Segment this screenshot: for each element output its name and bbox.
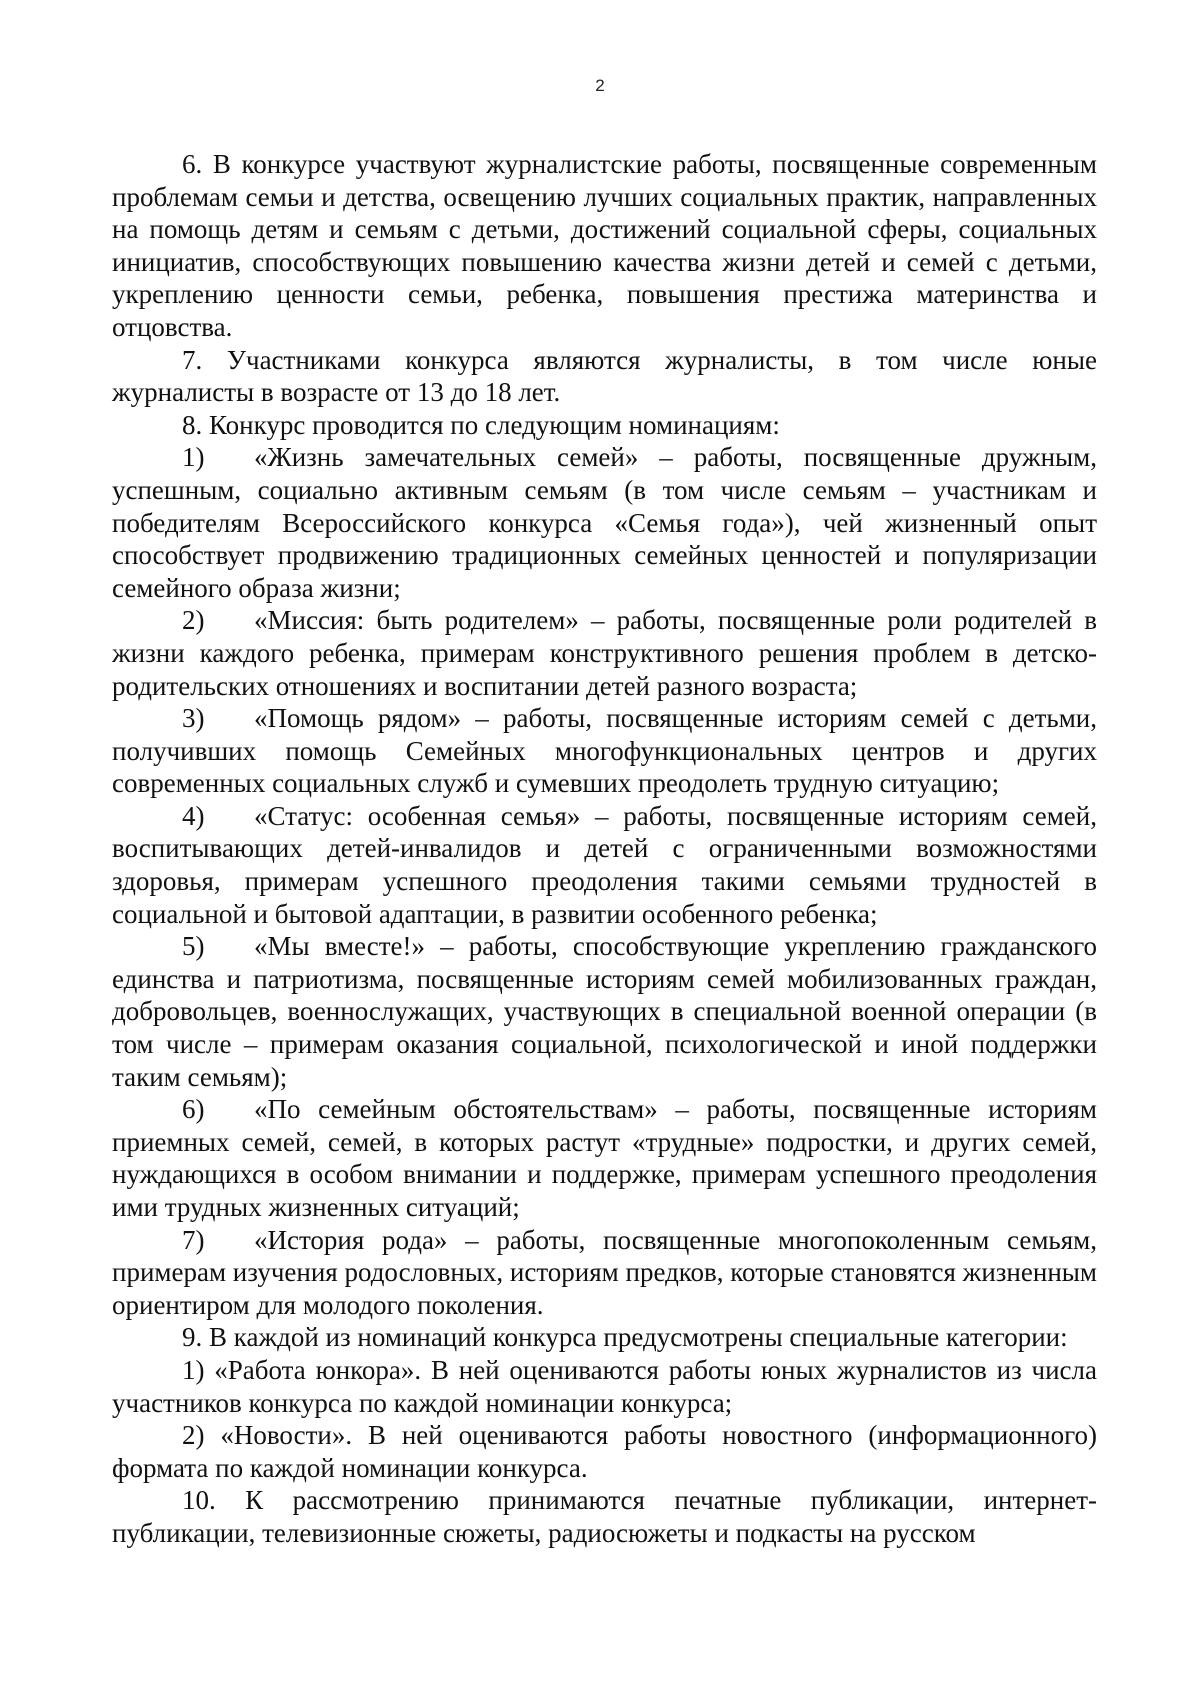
paragraph-7: 7. Участниками конкурса являются журналисты, в том числе юные журналисты в возрасте от 13 до 18 лет. [112,344,1097,408]
paragraph-9: 9. В каждой из номинаций конкурса предусмотрены специальные категории: [182,1322,1068,1353]
nomination-item [112,1224,1097,1322]
nomination-item [112,441,1097,604]
nomination-number: 5) [182,931,205,962]
nomination-text: «Мы вместе!» – работы, способствующие укреплению гражданского единства и патриотизма, посвященные историям семей мобилизованных граждан, добровольцев, военнослужащих, участвующих в специальной военной операции (в том числе – примерам оказания социальной, психологической и иной поддержки таким семьям); [112,931,1097,1092]
nomination-text: «История рода» – работы, посвященные многопоколенным семьям, примерам изучения родословных, историям предков, которые становятся жизненным ориентиром для молодого поколения. [112,1224,1097,1320]
nomination-number: 7) [182,1224,205,1255]
paragraph-6: 6. В конкурсе участвуют журналистские работы, посвященные современным проблемам семьи и детства, освещению лучших социальных практик, направленных на помощь детям и семьям с детьми, достижений социальной сферы, социальных инициатив, способствующих повышению качества жизни детей и семей с детьми, укреплению ценности семьи, ребенка, повышения престижа материнства и отцовства. [112,149,1097,342]
nomination-item [112,800,1097,930]
nomination-number: 4) [182,800,205,831]
nomination-item [112,1093,1097,1223]
document-body [112,148,1097,1550]
nomination-item [112,604,1097,702]
nomination-number: 3) [182,703,205,734]
paragraph-10: 10. К рассмотрению принимаются печатные публикации, интернет-публикации, телевизионные сюжеты, радиосюжеты и подкасты на русском [112,1485,1097,1548]
nomination-item [112,930,1097,1093]
paragraph-9-category-2: 2) «Новости». В ней оцениваются работы новостного (информационного) формата по каждой номинации конкурса. [112,1420,1097,1483]
nomination-text: «Миссия: быть родителем» – работы, посвященные роли родителей в жизни каждого ребенка, примерам конструктивного решения проблем в детско-родительских отношениях и воспитании детей разного возраста; [112,605,1097,701]
paragraph-9-category-1: 1) «Работа юнкора». В ней оцениваются работы юных журналистов из числа участников конкурса по каждой номинации конкурса; [112,1354,1097,1418]
nomination-text: «Жизнь замечательных семей» – работы, посвященные дружным, успешным, социально активным семьям (в том числе семьям – участникам и победителям Всероссийского конкурса «Семья года»), чей жизненный опыт способствует продвижению традиционных семейных ценностей и популяризации семейного образа жизни; [112,442,1097,603]
nomination-text: «По семейным обстоятельствам» – работы, посвященные историям приемных семей, семей, в которых растут «трудные» подростки, и других семей, нуждающихся в особом внимании и поддержке, примерам успешного преодоления ими трудных жизненных ситуаций; [112,1094,1097,1222]
nomination-item [112,702,1097,800]
nomination-text: «Помощь рядом» – работы, посвященные историям семей с детьми, получивших помощь Семейных многофункциональных центров и других современных социальных служб и сумевших преодолеть трудную ситуацию; [112,703,1097,799]
nomination-number: 2) [182,605,205,636]
page-number: 2 [595,76,605,95]
paragraph-8: 8. Конкурс проводится по следующим номинациям: [182,409,780,440]
nomination-number: 6) [182,1094,205,1125]
nomination-number: 1) [182,442,205,473]
nomination-text: «Статус: особенная семья» – работы, посвященные историям семей, воспитывающих детей-инвалидов и детей с ограниченными возможностями здоровья, примерам успешного преодоления такими семьями трудностей в социальной и бытовой адаптации, в развитии особенного ребенка; [112,800,1097,929]
